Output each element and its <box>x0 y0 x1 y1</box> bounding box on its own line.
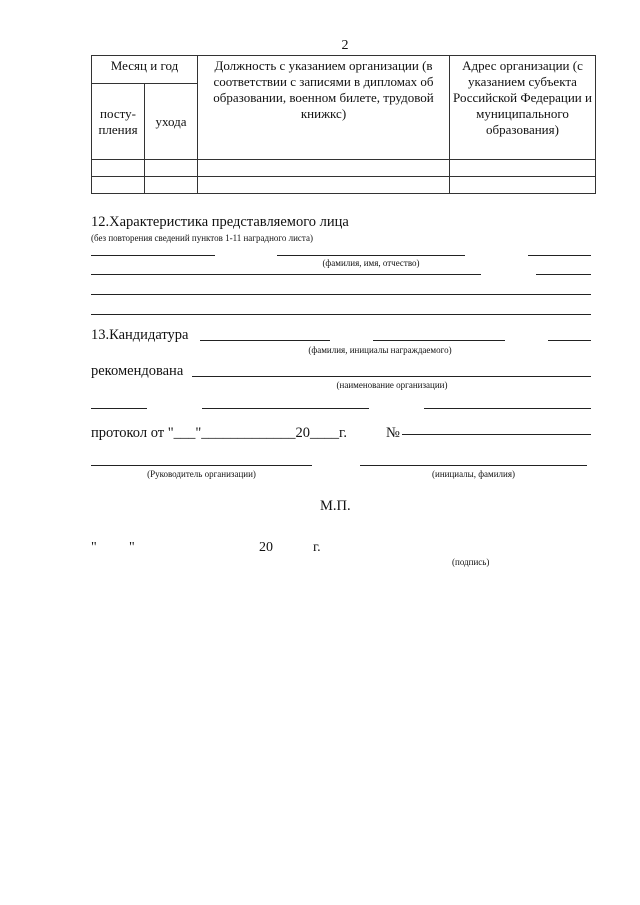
candidate-line[interactable] <box>373 340 505 341</box>
fill-line[interactable] <box>91 294 591 295</box>
career-table <box>91 55 596 194</box>
table-row <box>92 177 596 194</box>
table-cell[interactable] <box>198 177 450 194</box>
fill-line[interactable] <box>424 408 591 409</box>
table-row <box>92 160 596 177</box>
fill-line[interactable] <box>91 274 481 275</box>
header-month-year: Месяц и год <box>92 56 198 84</box>
initials-line[interactable] <box>360 465 587 466</box>
subheader-exit: ухода <box>145 84 198 160</box>
table-cell[interactable] <box>198 160 450 177</box>
fill-line[interactable] <box>536 274 591 275</box>
protocol-label: протокол от "___"_____________20____г. <box>91 425 347 441</box>
fill-line[interactable] <box>528 255 591 256</box>
date-suffix: г. <box>313 540 321 555</box>
fill-line[interactable] <box>277 255 465 256</box>
section-12-note: (без повторения сведений пунктов 1-11 наградного листа) <box>91 233 313 243</box>
candidate-line[interactable] <box>548 340 591 341</box>
caption-awardee: (фамилия, инициалы награждаемого) <box>308 345 452 355</box>
fill-line[interactable] <box>91 408 147 409</box>
date-year: 20 <box>259 540 273 555</box>
header-position: Должность с указанием организации (в соответствии с записями в дипломах об образовании, военном билете, трудовой книжкс) <box>198 56 450 160</box>
caption-head: (Руководитель организации) <box>147 469 256 479</box>
table-cell[interactable] <box>145 160 198 177</box>
header-address: Адрес организации (с указанием субъекта Российской Федерации и муниципального образования) <box>450 56 596 160</box>
table-cell[interactable] <box>92 177 145 194</box>
head-signature-line[interactable] <box>91 465 312 466</box>
table-cell[interactable] <box>450 160 596 177</box>
fill-line[interactable] <box>91 314 591 315</box>
fill-line[interactable] <box>91 255 215 256</box>
protocol-number-label: № <box>386 425 400 441</box>
fill-line[interactable] <box>202 408 369 409</box>
table-cell[interactable] <box>92 160 145 177</box>
subheader-entry: посту-пления <box>92 84 145 160</box>
protocol-number-line[interactable] <box>402 434 591 435</box>
caption-signature: (подпись) <box>452 557 490 567</box>
table-cell[interactable] <box>450 177 596 194</box>
caption-organization: (наименование организации) <box>336 380 448 390</box>
section-12-title: 12.Характеристика представляемого лица <box>91 214 349 230</box>
candidate-line[interactable] <box>200 340 330 341</box>
date-close-quote: " <box>129 540 135 555</box>
table-cell[interactable] <box>145 177 198 194</box>
page-number: 2 <box>341 38 349 53</box>
recommended-label: рекомендована <box>91 363 184 379</box>
date-open-quote: " <box>91 540 97 555</box>
stamp-label: М.П. <box>320 498 351 514</box>
caption-initials: (инициалы, фамилия) <box>432 469 515 479</box>
caption-fio: (фамилия, имя, отчество) <box>322 258 420 268</box>
section-13-title: 13.Кандидатура <box>91 327 189 343</box>
organization-line[interactable] <box>192 376 591 377</box>
